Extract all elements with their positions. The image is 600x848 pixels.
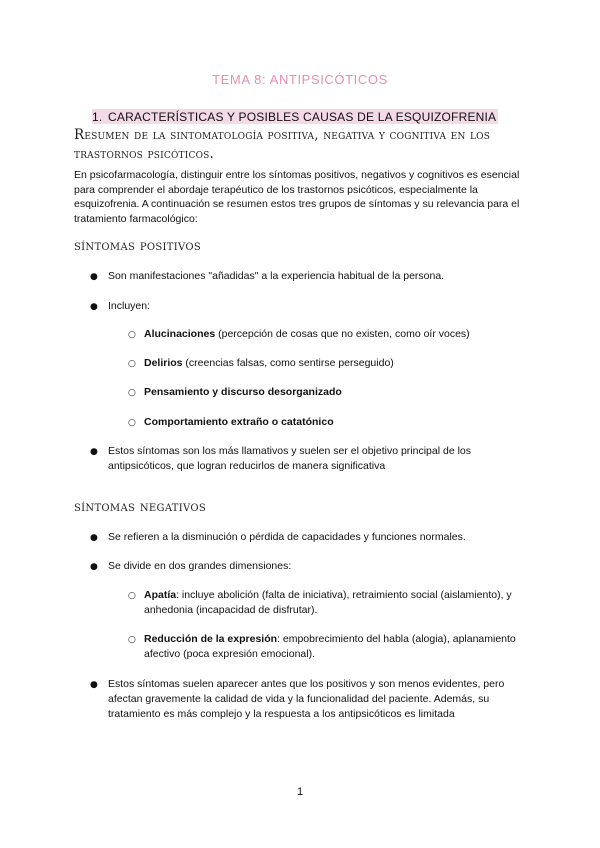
negativos-sub-1-text: : incluye abolición (falta de iniciativa), retraimiento social (aislamiento), y anhedonia (incapacidad de disfrutar). [144, 589, 512, 616]
bullet-icon: ● [90, 562, 98, 572]
bullet-icon: ● [90, 302, 98, 312]
bullet-icon: ● [90, 272, 98, 282]
bullet-icon: ● [90, 533, 98, 543]
positivos-sub-4-bold: Comportamiento extraño o catatónico [144, 416, 334, 428]
positivos-sub-2-text: (creencias falsas, como sentirse perseguido) [182, 357, 394, 369]
positivos-sub-2 [144, 356, 544, 371]
negativos-bullet-3: Estos síntomas suelen aparecer antes que los positivos y son menos evidentes, pero afectan gravemente la calidad de vida y la funcionalidad del paciente. Además, su tratamiento es más complejo y la respuesta a los antipsicóticos es limitada [108, 678, 505, 720]
positivos-sub-1 [144, 327, 544, 342]
positivos-sub-1-bold: Alucinaciones [144, 328, 216, 340]
positivos-bullet-1: Son manifestaciones "añadidas" a la experiencia habitual de la persona. [108, 270, 445, 282]
page-number: 1 [296, 786, 304, 798]
positivos-sub-1-text: (percepción de cosas que no existen, como oír voces) [215, 328, 470, 340]
negativos-sub-1-bold: Apatía [144, 589, 177, 601]
positivos-bullet-3: Estos síntomas son los más llamativos y suelen ser el objetivo principal de los antipsicóticos, que logran reducirlos de manera significativa [108, 445, 471, 472]
negativos-sub-2-bold: Reducción de la expresión [144, 633, 278, 645]
heading-number: 1. [92, 110, 103, 124]
subtitle: Resumen de la sintomatología positiva, negativa y cognitiva en los trastornos psicóticos. [74, 127, 491, 162]
circle-bullet-icon: ○ [128, 388, 136, 398]
page-title: TEMA 8: ANTIPSICÓTICOS [212, 72, 388, 87]
circle-bullet-icon: ○ [128, 330, 136, 340]
negativos-bullet-2: Se divide en dos grandes dimensiones: [108, 560, 292, 572]
positivos-sub-3-bold: Pensamiento y discurso desorganizado [144, 386, 342, 398]
negativos-sub-1 [144, 588, 536, 618]
circle-bullet-icon: ○ [128, 635, 136, 645]
negativos-bullet-1: Se refieren a la disminución o pérdida de capacidades y funciones normales. [108, 531, 466, 543]
negativos-heading: síntomas negativos [74, 499, 207, 515]
intro-paragraph: En psicofarmacología, distinguir entre los síntomas positivos, negativos y cognitivos es esencial para comprender el abordaje terapéutico de los trastornos psicóticos, especialmente la esquizofrenia. A continuación se resumen estos tres grupos de síntomas y su relevancia para el tratamiento farmacológico: [74, 169, 520, 225]
positivos-bullet-2: Incluyen: [108, 300, 151, 312]
negativos-sub-2 [144, 632, 536, 662]
positivos-sub-2-bold: Delirios [144, 357, 183, 369]
circle-bullet-icon: ○ [128, 359, 136, 369]
bullet-icon: ● [90, 447, 98, 457]
positivos-sub-3 [144, 385, 544, 400]
bullet-icon: ● [90, 680, 98, 690]
positivos-heading: síntomas positivos [74, 238, 202, 254]
circle-bullet-icon: ○ [128, 591, 136, 601]
heading-text: CARACTERÍSTICAS Y POSIBLES CAUSAS DE LA ESQUIZOFRENIA [108, 110, 497, 124]
section-heading [92, 109, 498, 124]
circle-bullet-icon: ○ [128, 418, 136, 428]
positivos-sub-4 [144, 415, 544, 430]
negativos-sub-2-text: : empobrecimiento del habla (alogia), aplanamiento afectivo (poca expresión emocional). [144, 633, 516, 660]
